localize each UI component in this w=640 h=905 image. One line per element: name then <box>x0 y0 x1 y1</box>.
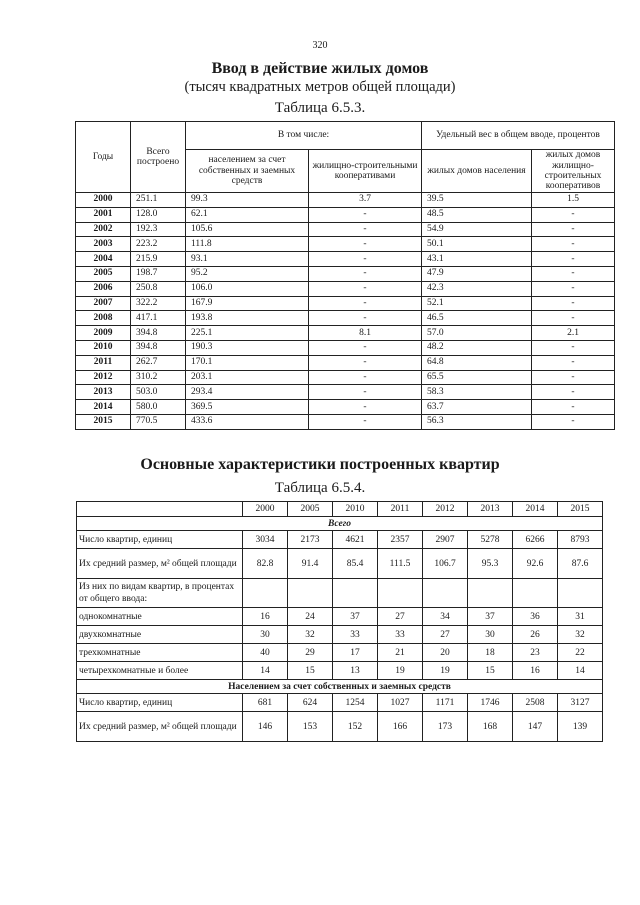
cooperatives-cell: - <box>309 355 422 370</box>
cooperatives-cell: - <box>309 370 422 385</box>
apartments-characteristics-table <box>76 501 603 742</box>
population-cell: 167.9 <box>186 296 309 311</box>
share-population-cell: 57.0 <box>422 326 532 341</box>
value-cell: 19 <box>423 662 468 680</box>
share-population-cell: 54.9 <box>422 222 532 237</box>
value-cell: 14 <box>243 662 288 680</box>
value-cell: 34 <box>423 608 468 626</box>
section-population: Населением за счет собственных и заемных средств <box>77 680 603 694</box>
page-number: 320 <box>312 40 328 51</box>
share-population-cell: 58.3 <box>422 385 532 400</box>
population-cell: 433.6 <box>186 414 309 429</box>
header-share: Удельный вес в общем вводе, процентов <box>422 122 615 150</box>
value-cell: 85.4 <box>333 549 378 579</box>
section-row <box>77 517 603 531</box>
value-cell: 30 <box>468 626 513 644</box>
table-row <box>76 252 615 267</box>
share-population-cell: 64.8 <box>422 355 532 370</box>
value-cell: 36 <box>513 608 558 626</box>
share-cooperatives-cell: - <box>532 311 615 326</box>
year-header: 2013 <box>468 502 513 517</box>
value-cell: 8793 <box>558 531 603 549</box>
year-cell: 2012 <box>76 370 131 385</box>
population-cell: 190.3 <box>186 340 309 355</box>
year-cell: 2013 <box>76 385 131 400</box>
value-cell: 27 <box>423 626 468 644</box>
value-cell: 40 <box>243 644 288 662</box>
population-cell: 111.8 <box>186 237 309 252</box>
year-cell: 2002 <box>76 222 131 237</box>
share-cooperatives-cell: 2.1 <box>532 326 615 341</box>
table-row <box>77 644 603 662</box>
value-cell: 92.6 <box>513 549 558 579</box>
table-row <box>76 326 615 341</box>
value-cell: 1171 <box>423 694 468 712</box>
share-cooperatives-cell: - <box>532 385 615 400</box>
value-cell: 33 <box>378 626 423 644</box>
share-cooperatives-cell: - <box>532 266 615 281</box>
row-label: Число квартир, единиц <box>77 694 243 712</box>
value-cell <box>243 579 288 608</box>
header-row <box>77 502 603 517</box>
table-row <box>77 531 603 549</box>
value-cell: 2508 <box>513 694 558 712</box>
year-cell: 2003 <box>76 237 131 252</box>
total-cell: 310.2 <box>131 370 186 385</box>
share-population-cell: 52.1 <box>422 296 532 311</box>
value-cell: 16 <box>513 662 558 680</box>
header-empty <box>77 502 243 517</box>
cooperatives-cell: - <box>309 222 422 237</box>
value-cell: 18 <box>468 644 513 662</box>
table-row <box>76 281 615 296</box>
section-row <box>77 680 603 694</box>
share-population-cell: 39.5 <box>422 193 532 208</box>
population-cell: 225.1 <box>186 326 309 341</box>
population-cell: 106.0 <box>186 281 309 296</box>
cooperatives-cell: 8.1 <box>309 326 422 341</box>
population-cell: 170.1 <box>186 355 309 370</box>
value-cell: 33 <box>333 626 378 644</box>
year-cell: 2006 <box>76 281 131 296</box>
value-cell: 106.7 <box>423 549 468 579</box>
total-cell: 251.1 <box>131 193 186 208</box>
value-cell: 6266 <box>513 531 558 549</box>
value-cell: 153 <box>288 712 333 742</box>
total-cell: 262.7 <box>131 355 186 370</box>
share-population-cell: 47.9 <box>422 266 532 281</box>
table-row <box>76 237 615 252</box>
value-cell: 1254 <box>333 694 378 712</box>
year-header: 2000 <box>243 502 288 517</box>
population-cell: 105.6 <box>186 222 309 237</box>
population-cell: 203.1 <box>186 370 309 385</box>
population-cell: 62.1 <box>186 207 309 222</box>
total-cell: 250.8 <box>131 281 186 296</box>
table-row <box>76 193 615 208</box>
table-row <box>76 296 615 311</box>
table-row <box>76 207 615 222</box>
value-cell: 29 <box>288 644 333 662</box>
value-cell: 2357 <box>378 531 423 549</box>
table1-number: Таблица 6.5.3. <box>274 100 366 116</box>
value-cell: 16 <box>243 608 288 626</box>
value-cell: 37 <box>468 608 513 626</box>
value-cell: 624 <box>288 694 333 712</box>
value-cell: 1746 <box>468 694 513 712</box>
cooperatives-cell: - <box>309 207 422 222</box>
table1-subtitle: (тысяч квадратных метров общей площади) <box>184 79 456 95</box>
share-population-cell: 46.5 <box>422 311 532 326</box>
value-cell: 30 <box>243 626 288 644</box>
year-header: 2011 <box>378 502 423 517</box>
cooperatives-cell: - <box>309 400 422 415</box>
year-cell: 2001 <box>76 207 131 222</box>
year-cell: 2015 <box>76 414 131 429</box>
table-row <box>77 712 603 742</box>
value-cell: 3127 <box>558 694 603 712</box>
year-cell: 2007 <box>76 296 131 311</box>
value-cell: 2907 <box>423 531 468 549</box>
year-header: 2012 <box>423 502 468 517</box>
header-total: Всего построено <box>131 122 186 193</box>
value-cell: 23 <box>513 644 558 662</box>
value-cell: 37 <box>333 608 378 626</box>
population-cell: 293.4 <box>186 385 309 400</box>
table-row <box>76 340 615 355</box>
value-cell: 31 <box>558 608 603 626</box>
table2-title: Основные характеристики построенных квартир <box>140 456 500 473</box>
header-cooperatives: жилищно-строительными кооперативами <box>309 150 422 193</box>
total-cell: 417.1 <box>131 311 186 326</box>
value-cell: 17 <box>333 644 378 662</box>
value-cell: 173 <box>423 712 468 742</box>
table-row <box>76 355 615 370</box>
row-label: Их средний размер, м² общей площади <box>77 549 243 579</box>
value-cell: 14 <box>558 662 603 680</box>
value-cell: 166 <box>378 712 423 742</box>
year-cell: 2010 <box>76 340 131 355</box>
cooperatives-cell: - <box>309 311 422 326</box>
population-cell: 369.5 <box>186 400 309 415</box>
value-cell: 147 <box>513 712 558 742</box>
year-cell: 2005 <box>76 266 131 281</box>
value-cell: 5278 <box>468 531 513 549</box>
row-label: однокомнатные <box>77 608 243 626</box>
value-cell: 152 <box>333 712 378 742</box>
value-cell <box>333 579 378 608</box>
value-cell: 168 <box>468 712 513 742</box>
value-cell: 87.6 <box>558 549 603 579</box>
row-label: Их средний размер, м² общей площади <box>77 712 243 742</box>
year-cell: 2009 <box>76 326 131 341</box>
header-share-population: жилых домов населения <box>422 150 532 193</box>
value-cell <box>423 579 468 608</box>
value-cell: 681 <box>243 694 288 712</box>
total-cell: 394.8 <box>131 340 186 355</box>
share-population-cell: 50.1 <box>422 237 532 252</box>
table-row <box>77 626 603 644</box>
share-cooperatives-cell: - <box>532 296 615 311</box>
table-row <box>76 370 615 385</box>
share-population-cell: 42.3 <box>422 281 532 296</box>
year-cell: 2004 <box>76 252 131 267</box>
share-cooperatives-cell: - <box>532 370 615 385</box>
value-cell: 20 <box>423 644 468 662</box>
share-cooperatives-cell: - <box>532 237 615 252</box>
value-cell: 91.4 <box>288 549 333 579</box>
cooperatives-cell: - <box>309 237 422 252</box>
table1-title: Ввод в действие жилых домов <box>211 60 429 77</box>
row-label: четырехкомнатные и более <box>77 662 243 680</box>
header-share-cooperatives: жилых домов жилищно-строительных кооперативов <box>532 150 615 193</box>
share-cooperatives-cell: - <box>532 400 615 415</box>
share-population-cell: 43.1 <box>422 252 532 267</box>
share-population-cell: 48.2 <box>422 340 532 355</box>
year-cell: 2008 <box>76 311 131 326</box>
header-population: населением за счет собственных и заемных средств <box>186 150 309 193</box>
share-population-cell: 48.5 <box>422 207 532 222</box>
value-cell: 82.8 <box>243 549 288 579</box>
table-row <box>76 266 615 281</box>
year-cell: 2000 <box>76 193 131 208</box>
share-cooperatives-cell: - <box>532 207 615 222</box>
population-cell: 193.8 <box>186 311 309 326</box>
table2-number: Таблица 6.5.4. <box>274 480 366 496</box>
value-cell: 13 <box>333 662 378 680</box>
share-population-cell: 63.7 <box>422 400 532 415</box>
share-cooperatives-cell: - <box>532 340 615 355</box>
value-cell: 3034 <box>243 531 288 549</box>
share-cooperatives-cell: - <box>532 252 615 267</box>
table-row <box>77 662 603 680</box>
total-cell: 503.0 <box>131 385 186 400</box>
value-cell: 26 <box>513 626 558 644</box>
share-cooperatives-cell: - <box>532 281 615 296</box>
cooperatives-cell: - <box>309 281 422 296</box>
value-cell <box>468 579 513 608</box>
cooperatives-cell: 3.7 <box>309 193 422 208</box>
value-cell: 21 <box>378 644 423 662</box>
table-row <box>76 311 615 326</box>
table-row <box>77 549 603 579</box>
year-header: 2014 <box>513 502 558 517</box>
header-years: Годы <box>76 122 131 193</box>
table-row <box>76 414 615 429</box>
row-label: трехкомнатные <box>77 644 243 662</box>
share-population-cell: 65.5 <box>422 370 532 385</box>
total-cell: 580.0 <box>131 400 186 415</box>
year-cell: 2011 <box>76 355 131 370</box>
cooperatives-cell: - <box>309 252 422 267</box>
value-cell: 32 <box>288 626 333 644</box>
cooperatives-cell: - <box>309 296 422 311</box>
total-cell: 394.8 <box>131 326 186 341</box>
cooperatives-cell: - <box>309 340 422 355</box>
value-cell <box>378 579 423 608</box>
total-cell: 215.9 <box>131 252 186 267</box>
cooperatives-cell: - <box>309 414 422 429</box>
value-cell: 22 <box>558 644 603 662</box>
value-cell: 4621 <box>333 531 378 549</box>
total-cell: 770.5 <box>131 414 186 429</box>
year-cell: 2014 <box>76 400 131 415</box>
value-cell <box>288 579 333 608</box>
total-cell: 198.7 <box>131 266 186 281</box>
value-cell: 15 <box>288 662 333 680</box>
row-label: двухкомнатные <box>77 626 243 644</box>
value-cell <box>558 579 603 608</box>
value-cell: 2173 <box>288 531 333 549</box>
total-cell: 322.2 <box>131 296 186 311</box>
value-cell: 32 <box>558 626 603 644</box>
share-cooperatives-cell: - <box>532 414 615 429</box>
total-cell: 223.2 <box>131 237 186 252</box>
value-cell: 111.5 <box>378 549 423 579</box>
value-cell: 19 <box>378 662 423 680</box>
table-row <box>77 608 603 626</box>
row-label: Из них по видам квартир, в процентах от общего ввода: <box>77 579 243 608</box>
table-row <box>76 222 615 237</box>
value-cell: 1027 <box>378 694 423 712</box>
population-cell: 95.2 <box>186 266 309 281</box>
table-row <box>77 579 603 608</box>
header-including: В том числе: <box>186 122 422 150</box>
population-cell: 99.3 <box>186 193 309 208</box>
total-cell: 192.3 <box>131 222 186 237</box>
value-cell: 15 <box>468 662 513 680</box>
table-row <box>77 694 603 712</box>
row-label: Число квартир, единиц <box>77 531 243 549</box>
value-cell: 95.3 <box>468 549 513 579</box>
value-cell: 27 <box>378 608 423 626</box>
share-cooperatives-cell: 1.5 <box>532 193 615 208</box>
share-cooperatives-cell: - <box>532 222 615 237</box>
value-cell: 146 <box>243 712 288 742</box>
housing-commissioning-table <box>75 121 615 430</box>
cooperatives-cell: - <box>309 385 422 400</box>
year-header: 2015 <box>558 502 603 517</box>
share-population-cell: 56.3 <box>422 414 532 429</box>
value-cell: 139 <box>558 712 603 742</box>
share-cooperatives-cell: - <box>532 355 615 370</box>
total-cell: 128.0 <box>131 207 186 222</box>
section-total: Всего <box>77 517 603 531</box>
year-header: 2010 <box>333 502 378 517</box>
value-cell: 24 <box>288 608 333 626</box>
value-cell <box>513 579 558 608</box>
year-header: 2005 <box>288 502 333 517</box>
table-row <box>76 385 615 400</box>
population-cell: 93.1 <box>186 252 309 267</box>
cooperatives-cell: - <box>309 266 422 281</box>
table-row <box>76 400 615 415</box>
